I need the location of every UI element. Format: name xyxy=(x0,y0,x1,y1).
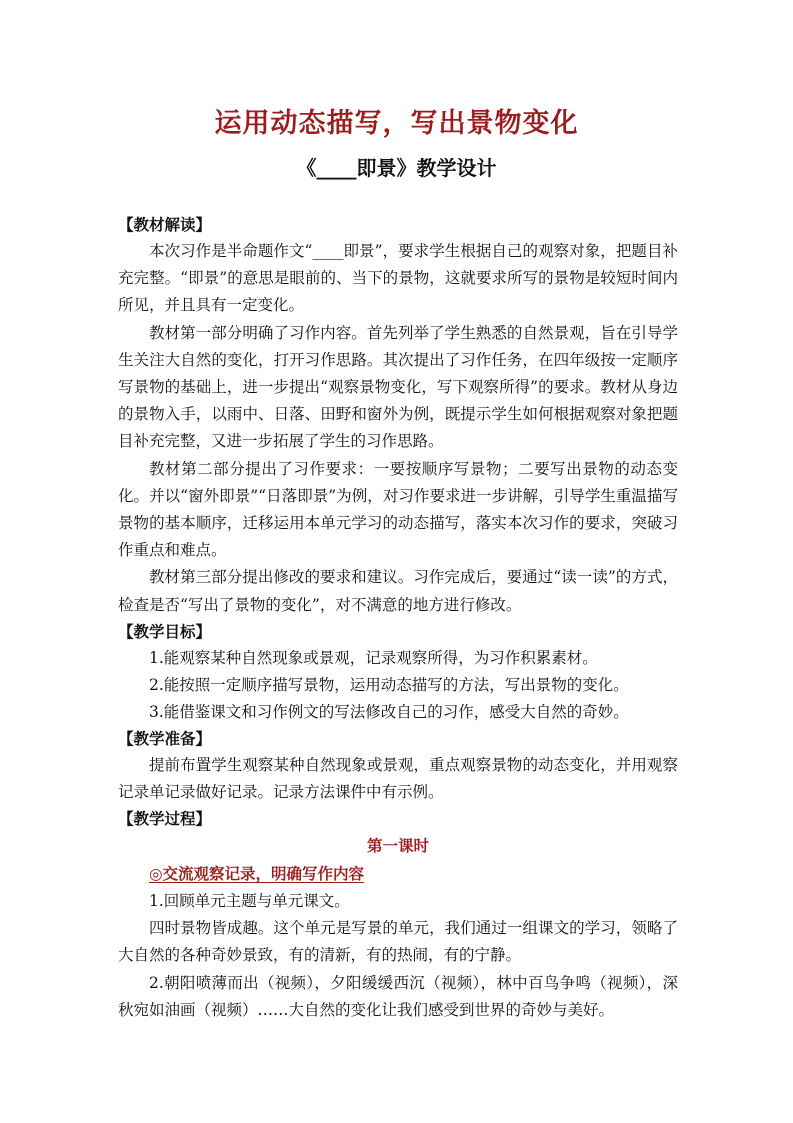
paragraph: 教材第三部分提出修改的要求和建议。习作完成后，要通过“读一读”的方式，检查是否“写出了景物的变化”，对不满意的地方进行修改。 xyxy=(118,568,678,614)
document-subtitle: 《____即景》教学设计 xyxy=(296,156,497,180)
document-title: 运用动态描写，写出景物变化 xyxy=(214,108,579,139)
paragraph: 教材第二部分提出了习作要求：一要按顺序写景物；二要写出景物的动态变化。并以“窗外即景”“日落即景”为例，对习作要求进一步讲解，引导学生重温描写景物的基本顺序，迁移运用本单元学习的动态描写，落实本次习作的要求，突破习作重点和难点。 xyxy=(118,459,678,560)
paragraph: 提前布置学生观察某种自然现象或景观，重点观察景物的动态变化，并用观察记录单记录做好记录。记录方法课件中有示例。 xyxy=(118,755,678,802)
paragraph: 2.朝阳喷薄而出（视频），夕阳缓缓西沉（视频），林中百鸟争鸣（视频），深秋宛如油画（视频）……大自然的变化让我们感受到世界的奇妙与美好。 xyxy=(118,973,678,1019)
document-body xyxy=(118,212,678,1024)
goal-item: 1.能观察某种自然现象或景观，记录观察所得，为习作积累素材。 xyxy=(149,648,598,667)
paragraph: 本次习作是半命题作文“____即景”，要求学生根据自己的观察对象，把题目补充完整。“即景”的意思是眼前的、当下的景物，这就要求所写的景物是较短时间内所见，并且具有一定变化。 xyxy=(118,242,678,315)
section-heading-goals: 【教学目标】 xyxy=(118,621,212,641)
goal-item: 3.能借鉴课文和习作例文的写法修改自己的习作，感受大自然的奇妙。 xyxy=(149,702,629,721)
section-heading-process: 【教学过程】 xyxy=(118,809,212,829)
section-heading-preparation: 【教学准备】 xyxy=(118,728,212,748)
section-heading-textbook: 【教材解读】 xyxy=(118,215,212,234)
goal-item: 2.能按照一定顺序描写景物，运用动态描写的方法，写出景物的变化。 xyxy=(149,675,629,694)
step-item: 1.回顾单元主题与单元课文。 xyxy=(149,892,350,911)
paragraph: 四时景物皆成趣。这个单元是写景的单元，我们通过一组课文的学习，领略了大自然的各种奇妙景致，有的清新，有的热闹，有的宁静。 xyxy=(118,919,678,965)
part-heading-text: ◎交流观察记录，明确写作内容 xyxy=(149,864,365,884)
paragraph: 教材第一部分明确了习作内容。首先列举了学生熟悉的自然景观，旨在引导学生关注大自然的变化，打开习作思路。其次提出了习作任务，在四年级按一定顺序写景物的基础上，进一步提出“观察景物变化，写下观察所得”的要求。教材从身边的景物入手，以雨中、日落、田野和窗外为例，既提示学生如何根据观察对象把题目补充完整，又进一步拓展了学生的习作思路。 xyxy=(118,323,678,451)
part-heading xyxy=(118,860,678,888)
lesson-title: 第一课时 xyxy=(366,836,429,856)
